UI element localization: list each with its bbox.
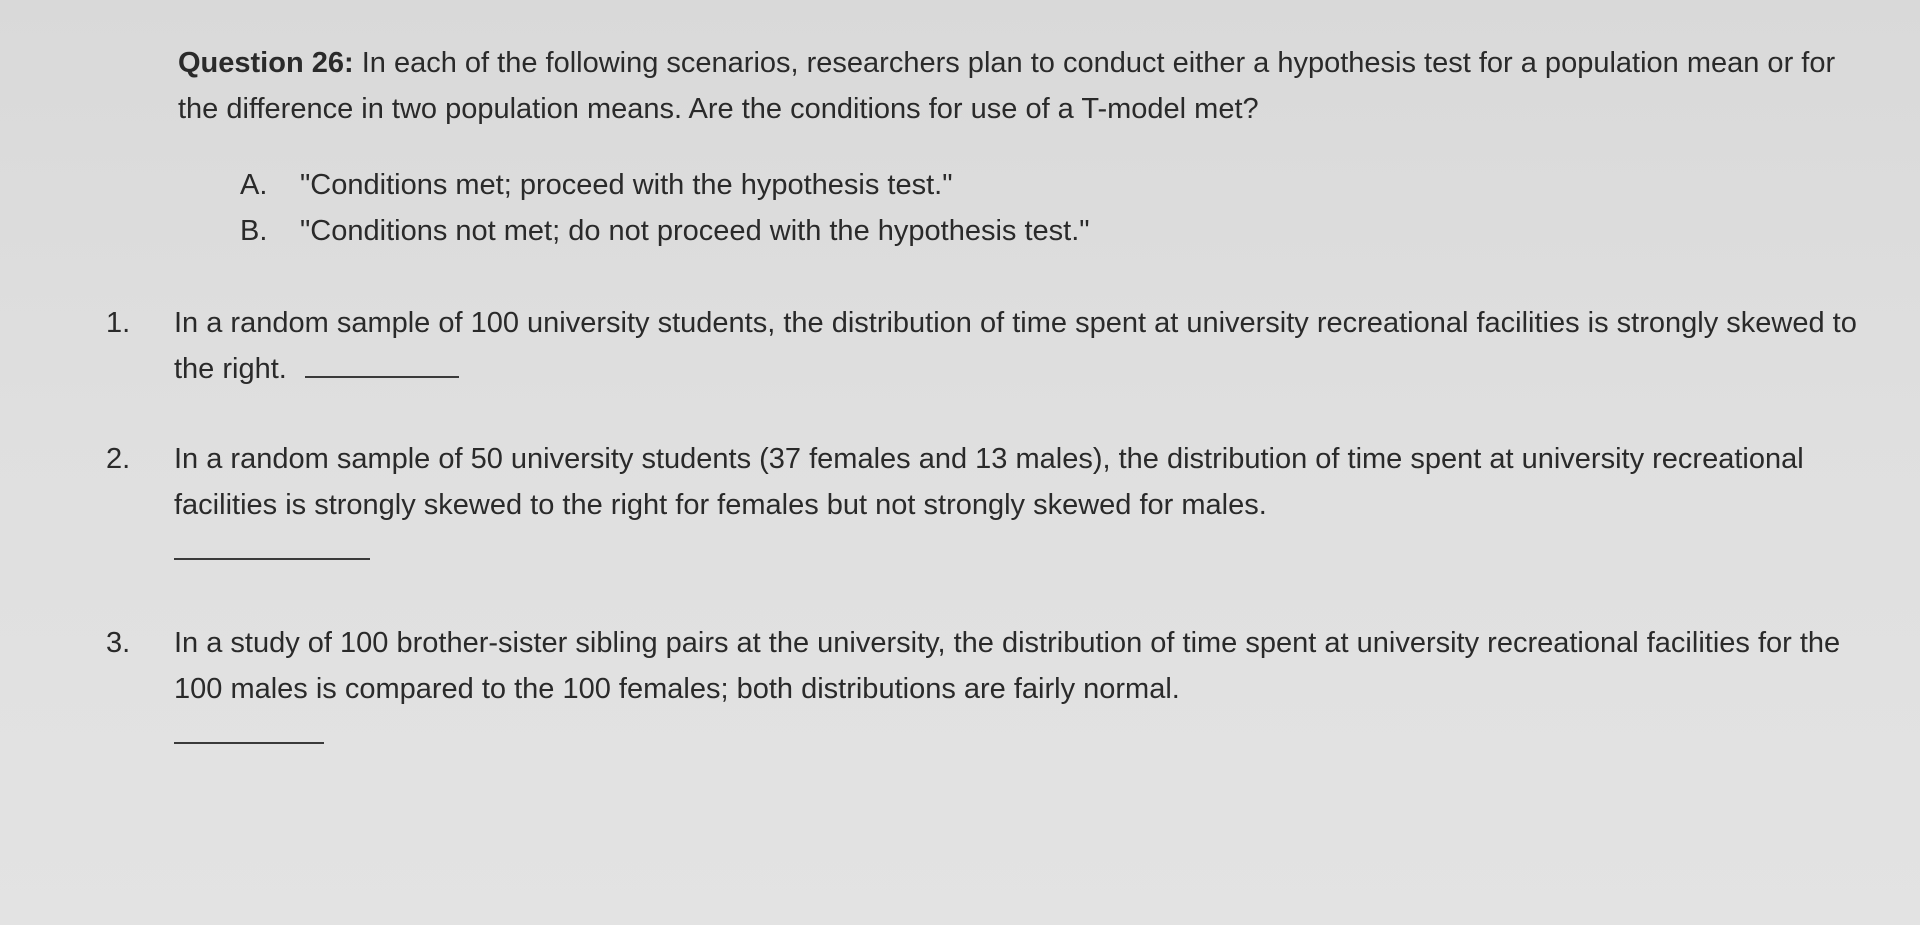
scenario-item-3 — [106, 620, 1874, 744]
scenario-number: 2. — [106, 443, 131, 475]
scenario-text: In a random sample of 50 university students (37 females and 13 males), the distribution of time spent at university recreational facilities is strongly skewed to the right for females but not strongly skewed for males. — [174, 443, 1804, 521]
answer-options — [240, 162, 1640, 254]
scenario-text: In a study of 100 brother-sister sibling pairs at the university, the distribution of time spent at university recreational facilities for the 100 males is compared to the 100 females; both distributions are fairly normal. — [174, 627, 1841, 705]
scenario-text: In a random sample of 100 university students, the distribution of time spent at university recreational facilities is strongly skewed to the right. — [174, 307, 1857, 385]
answer-blank-1[interactable] — [305, 346, 459, 378]
option-b-letter: B. — [240, 215, 268, 247]
scenario-number: 1. — [106, 307, 131, 339]
answer-blank-2[interactable] — [174, 532, 370, 560]
question-text: In each of the following scenarios, researchers plan to conduct either a hypothesis test for a population mean or for the difference in two population means. Are the conditions for use of a T-model met? — [178, 47, 1836, 125]
answer-blank-3[interactable] — [174, 716, 324, 744]
scenario-item-1 — [106, 300, 1874, 392]
option-a-text: "Conditions met; proceed with the hypothesis test." — [300, 169, 953, 201]
question-prompt — [178, 40, 1868, 132]
question-label: Question 26: — [178, 47, 354, 79]
scenario-number: 3. — [106, 627, 131, 659]
option-b — [240, 208, 1640, 254]
option-b-text: "Conditions not met; do not proceed with the hypothesis test." — [300, 215, 1090, 247]
option-a-letter: A. — [240, 169, 268, 201]
scenario-item-2 — [106, 436, 1874, 560]
option-a — [240, 162, 1640, 208]
